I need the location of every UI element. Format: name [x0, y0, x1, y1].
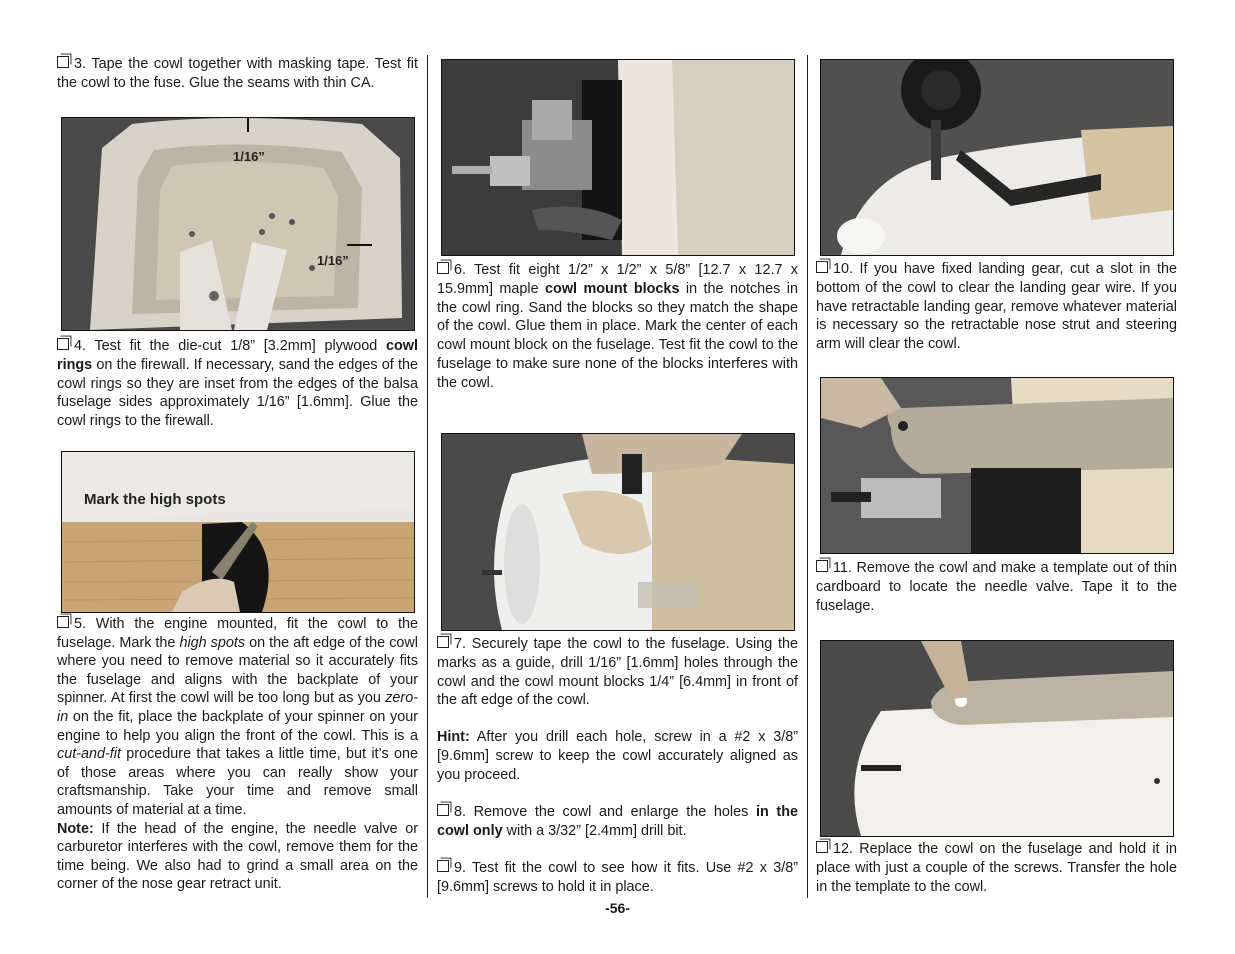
checkbox-icon[interactable]: [816, 841, 828, 853]
step-8: 8. Remove the cowl and enlarge the holes in the cowl only with a 3/32” [2.4mm] drill bit.: [437, 804, 799, 839]
photo-cowl-rear-view: [61, 117, 415, 331]
step-9: 9. Test fit the cowl to see how it fits. Use #2 x 3/8” [9.6mm] screws to hold it in place.: [437, 860, 798, 895]
step-12: 12. Replace the cowl on the fuselage and hold it in place with just a couple of the screws. Transfer the hole in the template to the cowl.: [816, 841, 1177, 895]
checkbox-icon[interactable]: [57, 56, 69, 68]
photo-transfer-hole: [820, 640, 1174, 837]
checkbox-icon[interactable]: [437, 636, 449, 648]
checkbox-icon[interactable]: [57, 616, 69, 628]
column-divider-right: [807, 55, 808, 898]
photo-label-side: 1/16”: [317, 253, 349, 268]
step-5: 5. With the engine mounted, fit the cowl to the fuselage. Mark the high spots on the aft edge of the cowl where you need to remove material so it accurately fits the fuselage and aligns with the backplate of your spinner. At first the cowl will be too long but as you zero-in on the fit, place the backplate of your spinner on your engine to help you align the front of the cowl. This is a cut-and-fit procedure that takes a little time, but it’s one of those areas where you can really show your craftsmanship. Take your time and remove small amounts of material at a time. Note: If the head of the engine, the needle valve or carburetor interferes with the cowl, remove them for the time being. We also had to grind a small area on the corner of the nose gear retract unit.: [57, 616, 418, 893]
photo-engine-mount: [441, 59, 795, 256]
column-divider-left: [427, 55, 428, 898]
photo-caption-mark-high-spots: Mark the high spots: [84, 491, 226, 508]
photo-cardboard-template: [820, 377, 1174, 554]
photo-label-top: 1/16”: [233, 149, 265, 164]
checkbox-icon[interactable]: [816, 560, 828, 572]
checkbox-icon[interactable]: [57, 338, 69, 350]
checkbox-icon[interactable]: [816, 261, 828, 273]
step-10: 10. If you have fixed landing gear, cut a slot in the bottom of the cowl to clear the landing gear wire. If you have retractable landing gear, remove whatever material is necessary so the retractable nose strut and steering arm will clear the cowl.: [816, 261, 1177, 353]
page-number: -56-: [605, 900, 630, 916]
photo-mark-high-spots: [61, 451, 415, 613]
step-11: 11. Remove the cowl and make a template out of thin cardboard to locate the needle valve. Tape it to the fuselage.: [816, 560, 1177, 614]
photo-drill-cowl: [441, 433, 795, 631]
step-6: 6. Test fit eight 1/2” x 1/2” x 5/8” [12.7 x 12.7 x 15.9mm] maple cowl mount blocks in the notches in the cowl ring. Sand the blocks so they match the shape of the cowl. Glue them in place. Mark the center of each cowl mount block on the fuselage. Test fit the cowl to the fuselage to make sure none of the blocks interferes with the cowl.: [437, 262, 798, 391]
checkbox-icon[interactable]: [437, 262, 449, 274]
checkbox-icon[interactable]: [437, 804, 449, 816]
step-3: 3. Tape the cowl together with masking tape. Test fit the cowl to the fuse. Glue the seams with thin CA.: [57, 56, 418, 91]
checkbox-icon[interactable]: [437, 860, 449, 872]
photo-nose-gear: [820, 59, 1174, 256]
step-4: 4. Test fit the die-cut 1/8” [3.2mm] plywood cowl rings on the firewall. If necessary, sand the edges of the cowl rings so they are inset from the edges of the balsa fuselage sides approximately 1/16” [1.6mm]. Glue the cowl rings to the firewall.: [57, 338, 418, 430]
step-7: 7. Securely tape the cowl to the fuselage. Using the marks as a guide, drill 1/16” [1.6mm] holes through the cowl and the cowl mount blocks 1/4” [6.4mm] in front of the aft edge of the cowl.: [437, 636, 798, 709]
hint: Hint: After you drill each hole, screw in a #2 x 3/8” [9.6mm] screw to keep the cowl accurately aligned as you proceed.: [437, 729, 798, 783]
